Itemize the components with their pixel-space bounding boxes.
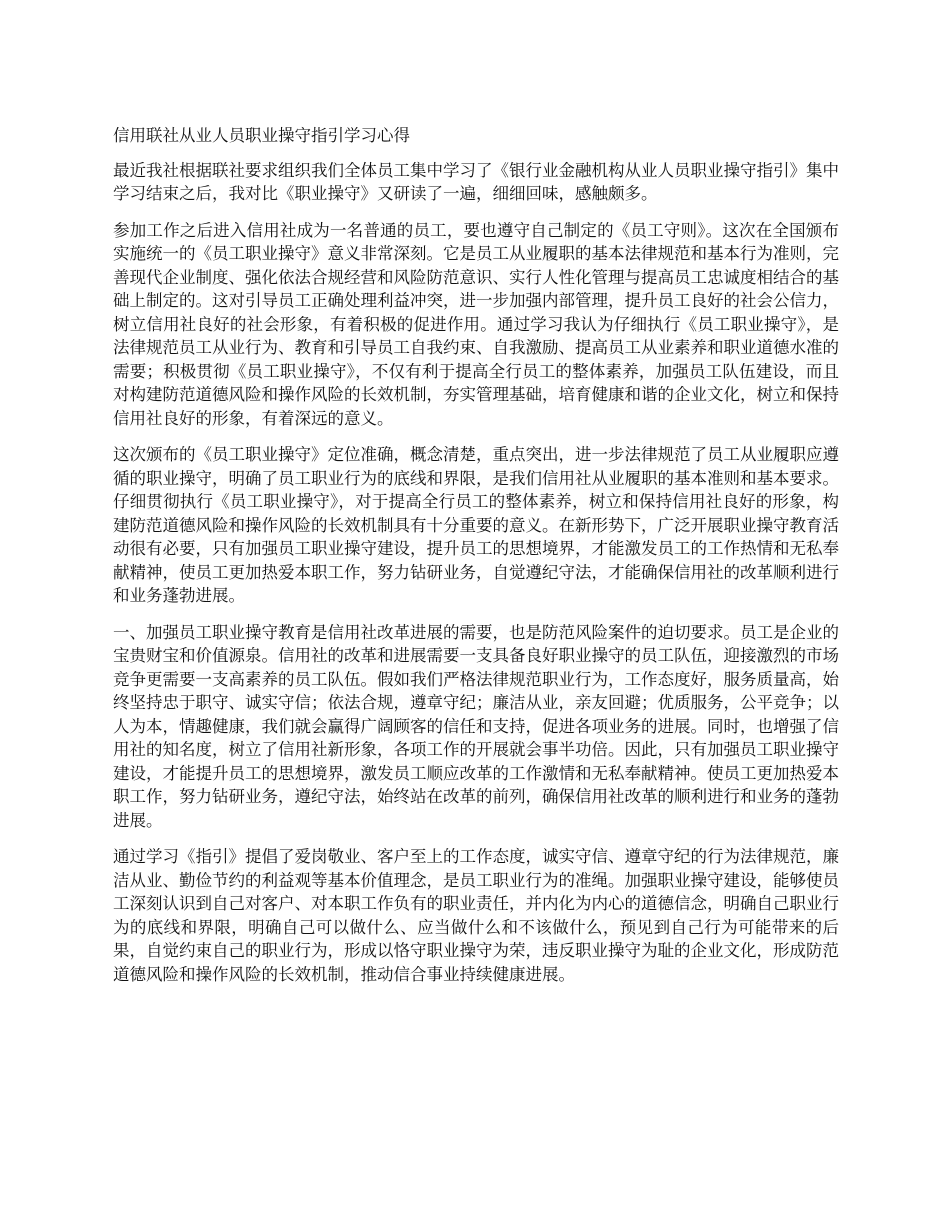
- paragraph-positioning: 这次颁布的《员工职业操守》定位准确，概念清楚，重点突出，进一步法律规范了员工从业履职应遵循的职业操守，明确了员工职业行为的底线和界限，是我们信用社从业履职的基本准则和基本要求。仔细贯彻执行《员工职业操守》，对于提高全行员工的整体素养，树立和保持信用社良好的形象，构建防范道德风险和操作风险的长效机制具有十分重要的意义。在新形势下，广泛开展职业操守教育活动很有必要，只有加强员工职业操守建设，提升员工的思想境界，才能激发员工的工作热情和无私奉献精神，使员工更加热爱本职工作，努力钻研业务，自觉遵纪守法，才能确保信用社的改革顺利进行和业务蓬勃进展。: [113, 445, 839, 605]
- paragraph-significance: 参加工作之后进入信用社成为一名普通的员工，要也遵守自己制定的《员工守则》。这次在全国颁布实施统一的《员工职业操守》意义非常深刻。它是员工从业履职的基本法律规范和基本行为准则，完善现代企业制度、强化依法合规经营和风险防范意识、实行人性化管理与提高员工忠诚度相结合的基础上制定的。这对引导员工正确处理利益冲突，进一步加强内部管理，提升员工良好的社会公信力，树立信用社良好的社会形象，有着积极的促进作用。通过学习我认为仔细执行《员工职业操守》，是法律规范员工从业行为、教育和引导员工自我约束、自我激励、提高员工从业素养和职业道德水准的需要；积极贯彻《员工职业操守》，不仅有利于提高全行员工的整体素养，加强员工队伍建设，而且对构建防范道德风险和操作风险的长效机制，夯实管理基础，培育健康和谐的企业文化，树立和保持信用社良好的形象，有着深远的意义。: [113, 220, 839, 428]
- document-page: [113, 124, 839, 999]
- paragraph-conclusion: 通过学习《指引》提倡了爱岗敬业、客户至上的工作态度，诚实守信、遵章守纪的行为法律规范，廉洁从业、勤俭节约的利益观等基本价值理念，是员工职业行为的准绳。加强职业操守建设，能够使员工深刻认识到自己对客户、对本职工作负有的职业责任，并内化为内心的道德信念，明确自己职业行为的底线和界限，明确自己可以做什么、应当做什么和不该做什么，预见到自己行为可能带来的后果，自觉约束自己的职业行为，形成以恪守职业操守为荣，违反职业操守为耻的企业文化，形成防范道德风险和操作风险的长效机制，推动信合事业持续健康进展。: [113, 847, 839, 984]
- paragraph-point-one: 一、加强员工职业操守教育是信用社改革进展的需要，也是防范风险案件的迫切要求。员工是企业的宝贵财宝和价值源泉。信用社的改革和进展需要一支具备良好职业操守的员工队伍，迎接激烈的市场竞争更需要一支高素养的员工队伍。假如我们严格法律规范职业行为，工作态度好，服务质量高，始终坚持忠于职守、诚实守信；依法合规，遵章守纪；廉洁从业，亲友回避；优质服务，公平竞争；以人为本，情趣健康，我们就会赢得广阔顾客的信任和支持，促进各项业务的进展。同时，也增强了信用社的知名度，树立了信用社新形象，各项工作的开展就会事半功倍。因此，只有加强员工职业操守建设，才能提升员工的思想境界，激发员工顺应改革的工作激情和无私奉献精神。使员工更加热爱本职工作，努力钻研业务，遵纪守法，始终站在改革的前列，确保信用社改革的顺利进行和业务的蓬勃进展。: [113, 622, 839, 830]
- paragraph-intro: 最近我社根据联社要求组织我们全体员工集中学习了《银行业金融机构从业人员职业操守指引》集中学习结束之后，我对比《职业操守》又研读了一遍，细细回味，感触颇多。: [113, 160, 839, 203]
- document-title: 信用联社从业人员职业操守指引学习心得: [113, 126, 410, 145]
